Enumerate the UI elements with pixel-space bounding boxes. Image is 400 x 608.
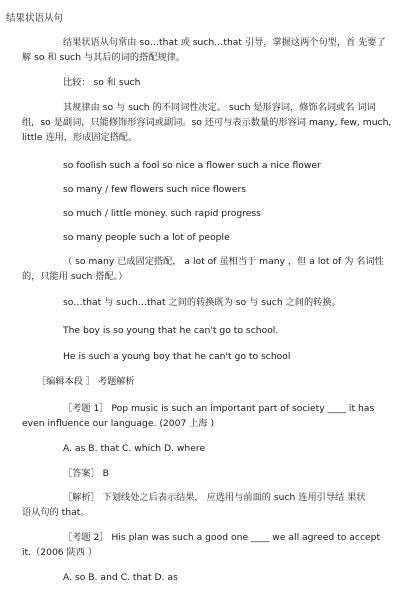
rule-line-3: little 连用，形成固定搭配。 [22,132,138,143]
question-2-options: A. so B. and C. that D. as [63,572,178,583]
example-sentence-1: The boy is so young that he can't go to school. [63,325,279,336]
example-line-4: so many people such a lot of people [63,232,230,243]
example-line-3: so much / little money. such rapid progress [63,208,261,219]
compare-label: 比较： so 和 such [63,77,141,88]
conversion-text: so…that 与 such…that 之间的转换既为 so 与 such 之间的转换。 [63,297,341,308]
rule-line-1: 其规律由 so 与 such 的不同词性决定。 such 是形容词，修饰名词或名 词词 [63,102,376,113]
question-2-line-1: ［考题 2］ His plan was such a good one ____ we all agreed to accept [63,532,381,543]
question-1-line-2: even influence our language. (2007 上海 ) [22,418,215,429]
document-title: 结果状语从句 [6,13,64,24]
section-heading: ［编辑本段 ］ 考题解析 [37,376,135,387]
question-1-analysis-line-2: 语从句的 that。 [22,507,90,518]
example-line-2: so many / few flowers such nice flowers [63,184,247,195]
question-1-answer: ［答案］ B [63,468,109,479]
question-2-line-2: it.（2006 陕西 ） [22,547,98,558]
note-line-2: 的，只能用 such 搭配。） [22,271,128,282]
question-1-line-1: ［考题 1］ Pop music is such an important part of society ____ it has [63,403,375,414]
example-line-1: so foolish such a fool so nice a flower such a nice flower [63,160,321,171]
intro-line-2: 解 so 和 such 与其后的词的搭配规律。 [22,52,186,63]
question-1-analysis-line-1: ［解析］ 下划线处之后表示结果， 应选用与前面的 such 连用引导结 果状 [63,492,366,503]
example-sentence-2: He is such a young boy that he can't go to school [63,351,291,362]
note-line-1: （ so many 已成固定搭配， a lot of 虽相当于 many ，但 a lot of 为 名词性 [63,256,384,267]
intro-line-1: 结果状语从句常由 so…that 或 such…that 引导，掌握这两个句型，首 先要了 [63,37,386,48]
question-1-options: A. as B. that C. which D. where [63,443,206,454]
rule-line-2: 组，so 是副词，只能修饰形容词或副词。so 还可与表示数量的形容词 many, few, much, [22,117,392,128]
